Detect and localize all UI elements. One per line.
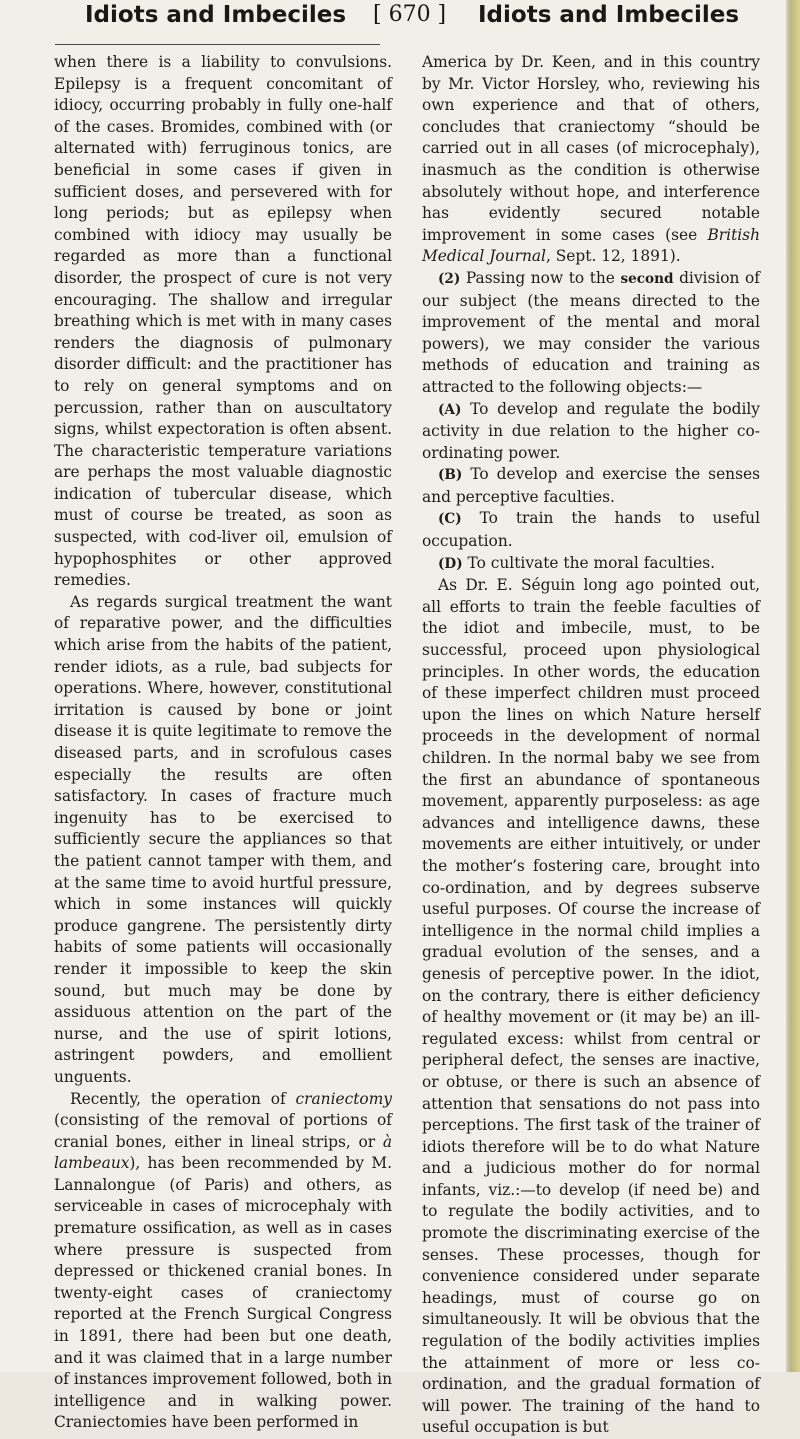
list-item-text: To cultivate the moral faculties. [462,553,716,572]
paragraph-craniectomy [54,1089,392,1435]
text-run: , Sept. 12, 1891). [545,247,681,266]
list-item-b [422,464,760,508]
running-header [0,2,786,42]
text-run: ), has been recommended by M. Lannalongue (of Paris) and others, as serviceable in cases of microcephaly with premature ossification, as well as in cases where pressure is suspected from depressed or thickened cranial bones. In twenty-eight cases of craniectomy reported at the French Surgical Congress in 1891, there had been but one death, and it was claimed that in a large number of instances improvement followed, both in intelligence and in walking power. Craniectomies have been performed in [54,1154,392,1432]
paragraph-seguin: As Dr. E. Séguin long ago pointed out, all efforts to train the feeble faculties of the idiot and imbecile, must, to be successful, proceed upon physiological principles. In other words, the education of these imperfect children must proceed upon the lines on which Nature herself proceeds in the development of normal children. In the normal baby we see from the first an abundance of spontaneous movement, apparently purposeless: as age advances and intelligence dawns, these movements are either intuitively, or under the mother’s fostering care, brought into co-ordination, and by degrees subserve useful purposes. Of course the increase of intelligence in the normal child implies a gradual evolution of the senses, and a genesis of perceptive power. In the idiot, on the contrary, there is either deficiency of healthy movement or (it may be) an ill-regulated excess: whilst from central or peripheral defect, the senses are inactive, or obtuse, or there is such an absence of attention that sensations do not pass into perceptions. The first task of the trainer of idiots therefore will be to do what Nature and a judicious mother do for normal infants, viz.:—to develop (if need be) and to regulate the bodily activities, and to promote the discriminating exercise of the senses. These processes, though for convenience considered under separate headings, must of course go on simultaneously. It will be obvious that the regulation of the bodily activities implies the attainment of more or less co-ordination, and the gradual formation of will power. The training of the hand to useful occupation is but [422,576,760,1437]
paragraph-second-division [422,268,760,399]
text-run: (consisting of the removal of portions of cranial bones, either in lineal strips, or [54,1111,392,1151]
list-item-text: To train the hands to useful occupation. [422,509,760,551]
header-title-right: Idiots and Imbeciles [478,2,740,28]
header-title-left: Idiots and Imbeciles [85,2,347,28]
page-number: [ 670 ] [373,2,447,27]
page-edge [786,0,800,1372]
text-run: America by Dr. Keen, and in this country by Mr. Victor Horsley, who, reviewing his own experience and that of others, concludes that craniectomy “should be carried out in all cases (of microcephaly), inasmuch as the condition is otherwise absolutely without hope, and interference has evidently secured notable improvement in some cases (see [422,53,760,244]
text-run: Passing now to the [460,268,621,287]
paragraph-america [422,52,760,268]
list-marker: (B) [438,467,463,484]
paragraph-convulsions: when there is a liability to convulsions. Epilepsy is a frequent concomitant of idiocy, occurring probably in fully one-half of the cases. Bromides, combined with (or alternated with) ferruginous tonics, are beneficial in some cases if given in sufficient doses, and persevered with for long periods; but as epilepsy when combined with idiocy may usually be regarded as more than a functional disorder, the prospect of cure is not very encouraging. The shallow and irregular breathing which is met with in many cases renders the diagnosis of pulmonary disorder difficult: and the practitioner has to rely on general symptoms and on percussion, rather than on auscultatory signs, whilst expectoration is often absent. The characteristic temperature variations are perhaps the most valuable diagnostic indication of tubercular disease, which must of course be treated, as soon as suspected, with cod-liver oil, emulsion of hypophosphites or other approved remedies. [54,53,392,590]
text-run: division of our subject (the means directed to the improvement of the mental and moral powers), we may consider the various methods of education and training as attracted to the following objects:— [422,268,760,396]
journal-citation: British Medical Journal [422,225,760,266]
term-second: second [620,270,674,287]
list-item-d [422,553,760,576]
list-marker: (D) [438,555,463,572]
right-column [422,52,760,1439]
header-rule [55,44,380,45]
section-number: (2) [438,270,461,287]
term-a-lambeaux: à lambeaux [54,1132,392,1173]
left-column [54,52,392,1434]
list-item-a [422,399,760,465]
paragraph-surgical-treatment: As regards surgical treatment the want of reparative power, and the difficulties which arise from the habits of the patient, render idiots, as a rule, bad subjects for operations. Where, however, constitutional irritation is caused by bone or joint disease it is quite legitimate to remove the diseased parts, and in scrofulous cases especially the results are often satisfactory. In cases of fracture much ingenuity has to be exercised to sufficiently secure the appliances so that the patient cannot tamper with them, and at the same time to avoid hurtful pressure, which in some instances will quickly produce gangrene. The persistently dirty habits of some patients will occasionally render it impossible to keep the skin sound, but much may be done by assiduous attention on the part of the nurse, and the use of spirit lotions, astringent powders, and emollient unguents. [54,592,392,1086]
list-item-text: To develop and exercise the senses and perceptive faculties. [422,465,760,506]
list-marker: (C) [438,511,462,528]
list-item-c [422,508,760,552]
term-craniectomy: craniectomy [295,1089,392,1108]
list-item-text: To develop and regulate the bodily activity in due relation to the higher co-ordinating power. [422,399,760,462]
list-marker: (A) [438,401,462,418]
text-run: Recently, the operation of [70,1089,296,1108]
